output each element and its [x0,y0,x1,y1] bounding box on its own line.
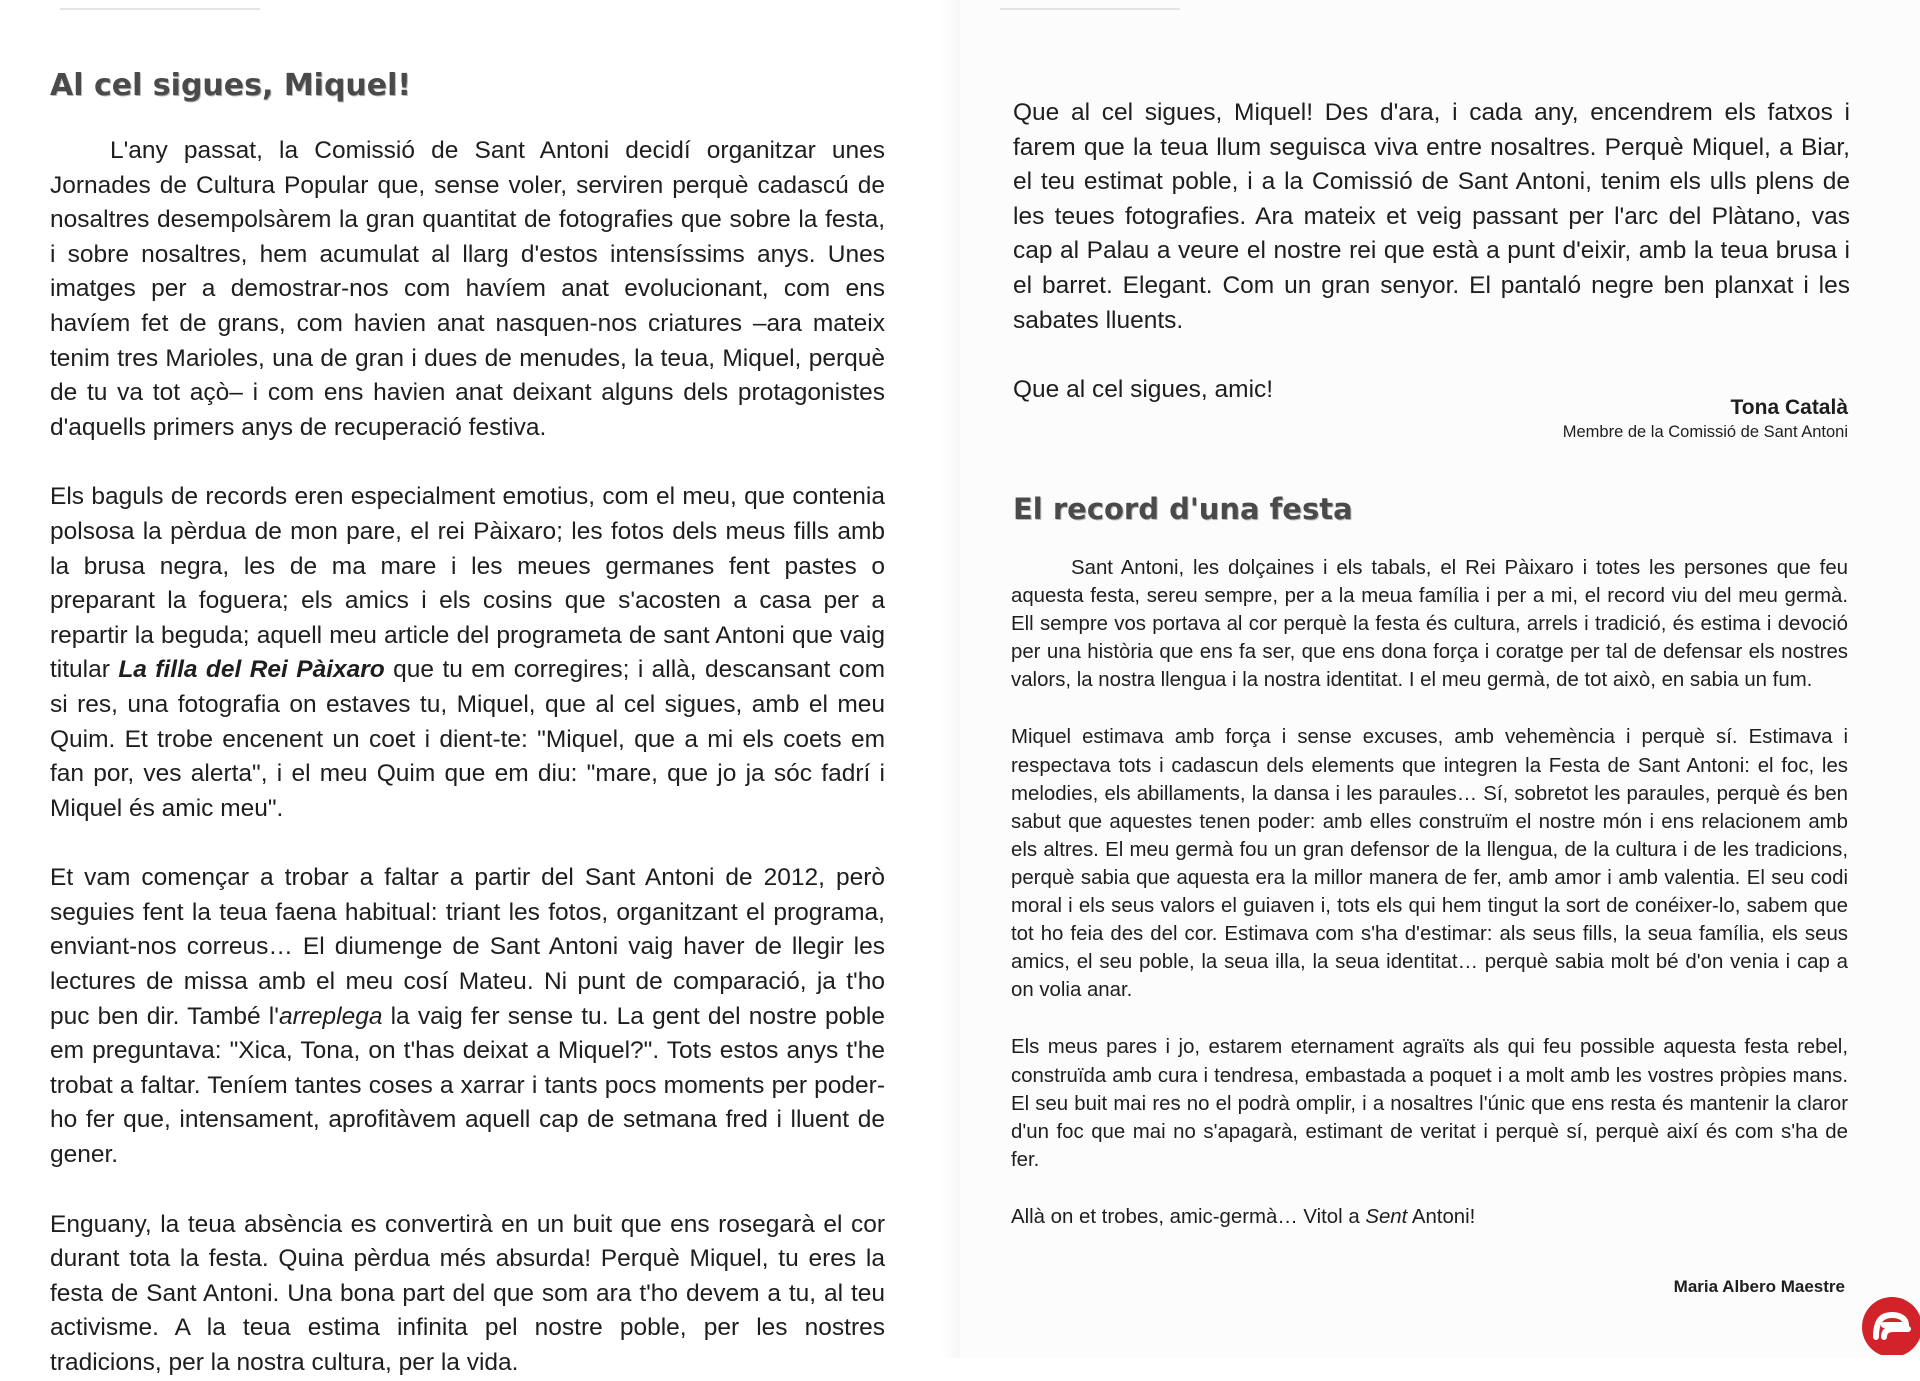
italic-term: arreplega [278,1002,383,1030]
paragraph [50,480,885,826]
paragraph: L'any passat, la Comissió de Sant Antoni decidí organitzar unes Jornades de Cultura Popular que, sense voler, serviren perquè cadascú de nosaltres desempolsàrem la gran quantitat de fotografies que sobre la festa, i sobre nosaltres, hem acumulat al llarg d'estos intensíssims anys. Unes imatges per a demostrar-nos com havíem anat evolucionant, com ens havíem fet de grans, com havien anat nasquen-nos criatures –ara mateix tenim tres Marioles, una de gran i dues de menudes, la teua, Miquel, perquè de tu va tot açò– i com ens havien anat deixant alguns dels protagonistes d'aquells primers anys de recuperació festiva. [50,137,885,441]
paragraph: Que al cel sigues, amic! [1013,376,1274,404]
paragraph-text: que tu em corregires; i allà, descansant com si res, una fotografia on estaves tu, Miquel, que al cel sigues, amb el meu Quim. Et trobe encenent un coet i dient-te: "Miquel, que a mi els coets em fan por, ves alerta", i el meu Quim que em diu: "mare, que jo ja sóc fadrí i Miquel és amic meu". [50,656,886,822]
paragraph-text: Antoni! [1407,1205,1476,1228]
italic-term: Sent [1365,1205,1408,1228]
paragraph: Sant Antoni, les dolçaines i els tabals, el Rei Pàixaro i totes les persones que feu aquesta festa, sereu sempre, per a la meua família i per a mi, el record viu del meu germà. Ell sempre vos portava al cor perquè la festa és cultura, arrels i tradició, és estima i devoció per una història que ens fa ser, que ens dona força i coratge per tal de defensar els nostres valors, la nostra llengua i la nostra identitat. I el meu germà, de tot això, en sabia un fum. [1011,557,1848,692]
paragraph: Miquel estimava amb força i sense excuses, amb vehemència i perquè sí. Estimava i respectava tots i cadascun dels elements que integren la Festa de Sant Antoni: el foc, les melodies, els abillaments, la dansa i les paraules… Sí, sobretot les paraules, perquè és ben sabut que aquestes tenen poder: amb elles construïm el nostre món i ens relacionem amb els altres. El meu germà fou un gran defensor de la llengua, de la cultura i de les tradicions, perquè sabia que aquesta era la millor manera de fer, amb amor i amb valentia. El seu codi moral i els seus valors el guiaven i, tots els qui hem tingut la sort de conéixer-lo, sabem que tot ho feia des del cor. Estimava com s'ha d'estimar: als seus fills, la seua família, els seus amics, el seu poble, la seua illa, la seua identitat… perquè sabia molt bé d'on venia i cap a on volia anar. [1011,726,1848,1002]
article-reference: La filla del Rei Pàixaro [118,656,385,684]
paragraph [50,861,885,1172]
article-continuation [1013,96,1850,408]
left-page [0,0,960,1376]
top-divider [1000,8,1180,10]
paragraph-text: Els baguls de records eren especialment emotius, com el meu, que contenia polsosa la pèrdua de mon pare, el rei Pàixaro; les fotos dels meus fills amb la brusa negra, les de ma mare i les meues germanes fent pastes o preparant la foguera; els amics i els cosins que s'acosten a casa per a repartir la beguda; aquell meu article del programeta de sant Antoni que vaig titular [50,483,885,684]
article-title: El record d'una festa [1013,492,1353,526]
author-role: Membre de la Comissió de Sant Antoni [1562,423,1848,441]
paragraph: Que al cel sigues, Miquel! Des d'ara, i cada any, encendrem els fatxos i farem que la teua llum seguisca viva entre nosaltres. Perquè Miquel, a Biar, el teu estimat poble, i a la Comissió de Sant Antoni, tenim els ulls plens de les teues fotografies. Ara mateix et veig passant per l'arc del Plàtano, vas cap al Palau a veure el nostre rei que està a punt d'eixir, amb la teua brusa i el barret. Elegant. Com un gran senyor. El pantaló negre ben planxat i les sabates lluents. [1013,99,1850,334]
paragraph: Els meus pares i jo, estarem eternament agraïts als qui feu possible aquesta festa rebel, construïda amb cura i tendresa, embastada a poquet i a molt amb les vostres pròpies mans. El seu buit mai res no el podrà omplir, i a nosaltres l'únic que ens resta és mantenir la claror d'un foc que mai no s'apagarà, estimant de veritat i perquè sí, perquè així és com s'ha de fer. [1011,1036,1848,1171]
paragraph [1011,1203,1848,1231]
article-body [50,134,885,1381]
paragraph-text: Et vam començar a trobar a faltar a partir del Sant Antoni de 2012, però seguies fent la teua faena habitual: triant les fotos, organitzant el programa, enviant-nos correus… El diumenge de Sant Antoni vaig haver de llegir les lectures de missa amb el meu cosí Mateu. Ni punt de comparació, ja t'ho puc ben dir. També l' [50,864,885,1030]
paragraph-text: la vaig fer sense tu. La gent del nostre poble em preguntava: "Xica, Tona, on t'has deixat a Miquel?". Tots estos anys t'he trobat a faltar. Teníem tantes coses a xarrar i tants pocs moments per poder-ho fer que, intensament, aprofitàvem aquell cap de setmana fred i lluent de gener. [50,1002,885,1169]
author-name: Tona Català [1730,396,1848,419]
article-title: Al cel sigues, Miquel! [50,68,412,103]
publisher-logo-icon [1858,1293,1920,1355]
paragraph: Enguany, la teua absència es convertirà en un buit que ens rosegarà el cor durant tota la festa. Quina pèrdua més absurda! Perquè Miquel, tu eres la festa de Sant Antoni. Una bona part del que som ara t'ho devem a tu, al teu activisme. A la teua estima infinita pel nostre poble, per les nostres tradicions, per la nostra cultura, per la vida. [50,1210,885,1376]
paragraph-text: Allà on et trobes, amic-germà… Vitol a [1011,1205,1366,1228]
author-name: Maria Albero Maestre [1673,1277,1845,1296]
article-body [1011,554,1848,1231]
top-divider [60,8,260,10]
